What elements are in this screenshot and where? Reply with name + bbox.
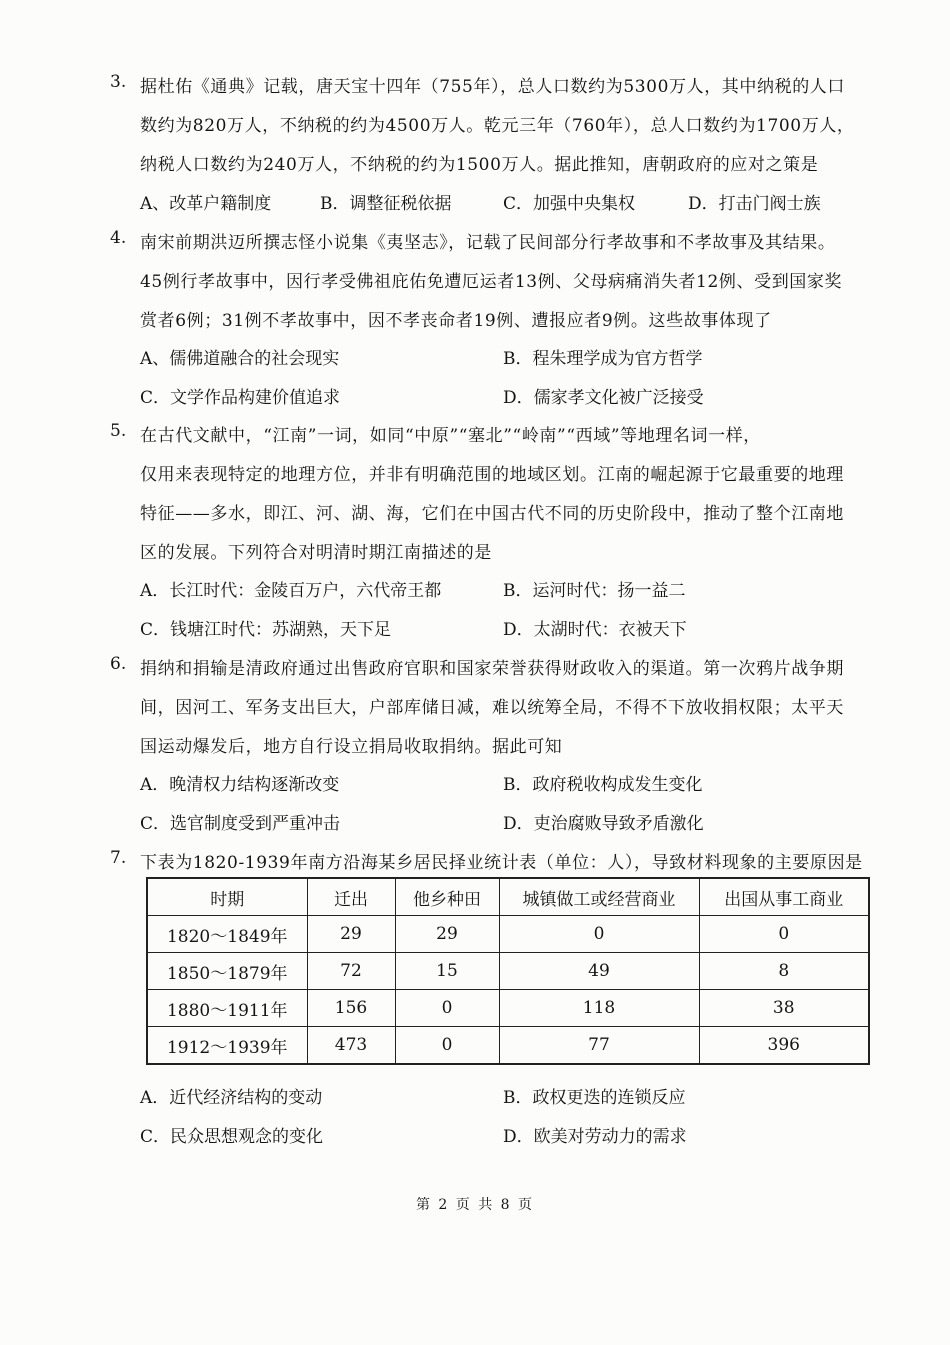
table-cell: 29 xyxy=(307,916,395,953)
table-cell: 0 xyxy=(395,990,499,1027)
option-d: D．打击门阀士族 xyxy=(688,194,821,214)
question-text-line: 间，因河工、军务支出巨大，户部库储日减，难以统筹全局，不得不下放收捐权限；太平天 xyxy=(140,698,844,718)
option-d: D．吏治腐败导致矛盾激化 xyxy=(503,814,704,834)
question-text-line: 下表为1820-1939年南方沿海某乡居民择业统计表（单位：人），导致材料现象的主要原因是 xyxy=(140,853,863,873)
question-text-line: 南宋前期洪迈所撰志怪小说集《夷坚志》，记载了民间部分行孝故事和不孝故事及其结果。 xyxy=(140,233,836,253)
option-d: D．欧美对劳动力的需求 xyxy=(503,1127,687,1147)
question-text-line: 仅用来表现特定的地理方位，并非有明确范围的地域区划。江南的崛起源于它最重要的地理 xyxy=(140,465,844,485)
table-cell: 118 xyxy=(499,990,699,1027)
table-cell: 396 xyxy=(699,1027,869,1065)
page-footer: 第 2 页 共 8 页 xyxy=(415,1197,535,1213)
table-cell: 15 xyxy=(395,953,499,990)
question-text-line: 赏者6例；31例不孝故事中，因不孝丧命者19例、遭报应者9例。这些故事体现了 xyxy=(140,311,772,331)
option-b: B．政权更迭的连锁反应 xyxy=(503,1088,686,1108)
option-b: B．程朱理学成为官方哲学 xyxy=(503,349,703,369)
table-cell: 1880～1911年 xyxy=(147,990,307,1027)
option-b: B．政府税收构成发生变化 xyxy=(503,775,703,795)
table-cell: 29 xyxy=(395,916,499,953)
table-cell: 8 xyxy=(699,953,869,990)
option-c: C．文学作品构建价值追求 xyxy=(140,388,341,408)
question-text-line: 在古代文献中，“江南”一词，如同“中原”“塞北”“岭南”“西域”等地理名词一样， xyxy=(140,426,761,446)
option-d: D．儒家孝文化被广泛接受 xyxy=(503,388,704,408)
option-a: A、儒佛道融合的社会现实 xyxy=(140,349,340,369)
option-c: C．钱塘江时代：苏湖熟，天下足 xyxy=(140,620,392,640)
question-number: 6. xyxy=(110,654,127,674)
question-number: 4. xyxy=(110,228,127,248)
question-number: 5. xyxy=(110,421,127,441)
table-cell: 156 xyxy=(307,990,395,1027)
table-cell: 473 xyxy=(307,1027,395,1065)
question-text-line: 区的发展。下列符合对明清时期江南描述的是 xyxy=(140,543,492,563)
table-cell: 38 xyxy=(699,990,869,1027)
table-cell: 0 xyxy=(499,916,699,953)
employment-table xyxy=(146,877,870,1065)
question-number: 7. xyxy=(110,848,127,868)
question-number: 3. xyxy=(110,72,127,92)
table-header-row xyxy=(147,878,869,916)
table-cell: 77 xyxy=(499,1027,699,1065)
option-b: B．调整征税依据 xyxy=(320,194,452,214)
header-farming-elsewhere: 他乡种田 xyxy=(395,878,499,916)
option-a: A．长江时代：金陵百万户，六代帝王都 xyxy=(140,581,442,601)
option-a: A、改革户籍制度 xyxy=(140,194,272,214)
table-row xyxy=(147,1027,869,1065)
question-text-line: 捐纳和捐输是清政府通过出售政府官职和国家荣誉获得财政收入的渠道。第一次鸦片战争期 xyxy=(140,659,844,679)
table-cell: 72 xyxy=(307,953,395,990)
question-text-line: 纳税人口数约为240万人，不纳税的约为1500万人。据此推知，唐朝政府的应对之策是 xyxy=(140,155,819,175)
table-row xyxy=(147,916,869,953)
option-b: B．运河时代：扬一益二 xyxy=(503,581,686,601)
question-text-line: 国运动爆发后，地方自行设立捐局收取捐纳。据此可知 xyxy=(140,737,563,757)
question-text-line: 据杜佑《通典》记载，唐天宝十四年（755年），总人口数约为5300万人，其中纳税的人口 xyxy=(140,77,846,97)
header-period: 时期 xyxy=(147,878,307,916)
question-text-line: 特征——多水，即江、河、湖、海，它们在中国古代不同的历史阶段中，推动了整个江南地 xyxy=(140,504,844,524)
option-c: C．选官制度受到严重冲击 xyxy=(140,814,341,834)
table-row xyxy=(147,990,869,1027)
option-c: C．加强中央集权 xyxy=(503,194,636,214)
header-town-work-commerce: 城镇做工或经营商业 xyxy=(499,878,699,916)
table-row xyxy=(147,953,869,990)
option-c: C．民众思想观念的变化 xyxy=(140,1127,324,1147)
table-cell: 0 xyxy=(395,1027,499,1065)
table-cell: 49 xyxy=(499,953,699,990)
table-cell: 1912～1939年 xyxy=(147,1027,307,1065)
table-cell: 1820～1849年 xyxy=(147,916,307,953)
table-cell: 1850～1879年 xyxy=(147,953,307,990)
option-a: A．晚清权力结构逐渐改变 xyxy=(140,775,340,795)
header-moved-out: 迁出 xyxy=(307,878,395,916)
header-overseas-business: 出国从事工商业 xyxy=(699,878,869,916)
question-text-line: 数约为820万人，不纳税的约为4500万人。乾元三年（760年），总人口数约为1700万人， xyxy=(140,116,855,136)
table-cell: 0 xyxy=(699,916,869,953)
option-a: A．近代经济结构的变动 xyxy=(140,1088,323,1108)
question-text-line: 45例行孝故事中，因行孝受佛祖庇佑免遭厄运者13例、父母病痛消失者12例、受到国家奖 xyxy=(140,272,843,292)
option-d: D．太湖时代：衣被天下 xyxy=(503,620,687,640)
